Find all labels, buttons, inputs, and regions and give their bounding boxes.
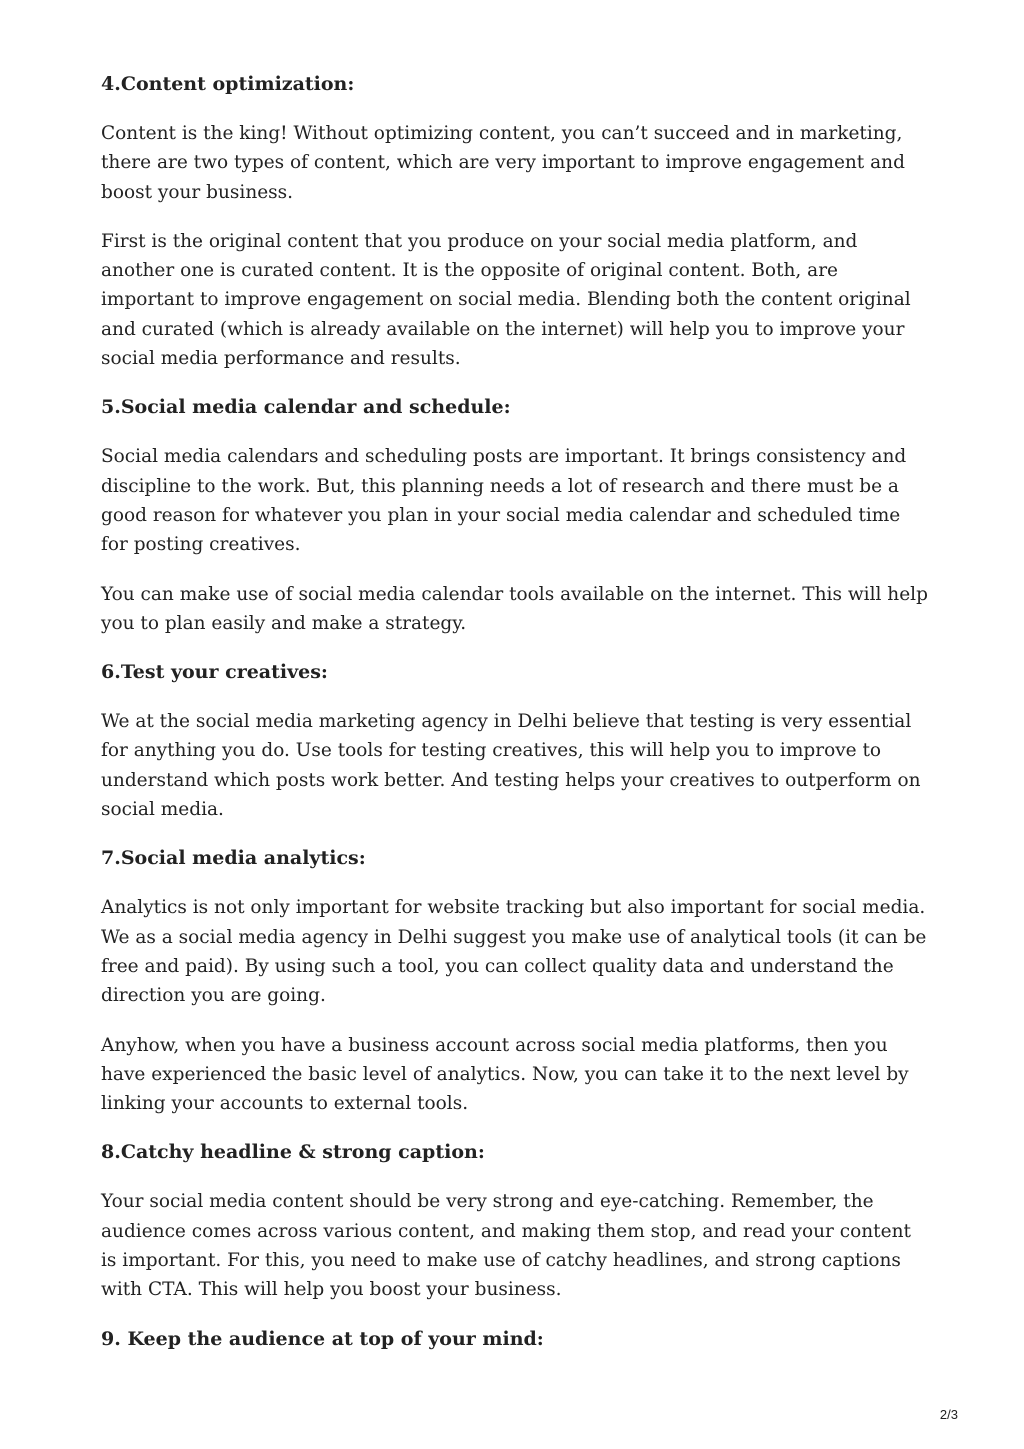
paragraph: Your social media content should be very strong and eye-catching. Remember, the audience comes across various content, and making them stop, and read your content is important. For this, you need to make use of catchy headlines, and strong captions with CTA. This will help you boost your business.: [101, 1191, 911, 1301]
section-heading: 4.Content optimization:: [101, 73, 355, 95]
document-body: [101, 70, 931, 1374]
page-number: 2/3: [939, 1407, 958, 1422]
section-heading: 8.Catchy headline & strong caption:: [101, 1141, 485, 1164]
paragraph: Analytics is not only important for website tracking but also important for social media. We as a social media agency in Delhi suggest you make use of analytical tools (it can be free and paid). By using such a tool, you can collect quality data and understand the direction you are going.: [101, 897, 927, 1007]
section-heading: 5.Social media calendar and schedule:: [101, 396, 511, 419]
paragraph: Anyhow, when you have a business account across social media platforms, then you have experienced the basic level of analytics. Now, you can take it to the next level by linking your accounts to external tools.: [101, 1034, 909, 1115]
paragraph: Content is the king! Without optimizing content, you can’t succeed and in marketing, there are two types of content, which are very important to improve engagement and boost your business.: [101, 123, 905, 203]
section-heading: 7.Social media analytics:: [101, 847, 366, 870]
paragraph: You can make use of social media calendar tools available on the internet. This will help you to plan easily and make a strategy.: [101, 583, 928, 634]
section-heading: 6.Test your creatives:: [101, 661, 328, 684]
section-heading: 9. Keep the audience at top of your mind:: [101, 1327, 544, 1350]
paragraph: We at the social media marketing agency in Delhi believe that testing is very essential for anything you do. Use tools for testing creatives, this will help you to improve to understand which posts work better. And testing helps your creatives to outperform on social media.: [101, 711, 921, 821]
paragraph: Social media calendars and scheduling posts are important. It brings consistency and discipline to the work. But, this planning needs a lot of research and there must be a good reason for whatever you plan in your social media calendar and scheduled time for posting creatives.: [101, 446, 907, 556]
paragraph: First is the original content that you produce on your social media platform, and another one is curated content. It is the opposite of original content. Both, are important to improve engagement on social media. Blending both the content original and curated (which is already available on the internet) will help you to improve your social media performance and results.: [101, 230, 911, 370]
